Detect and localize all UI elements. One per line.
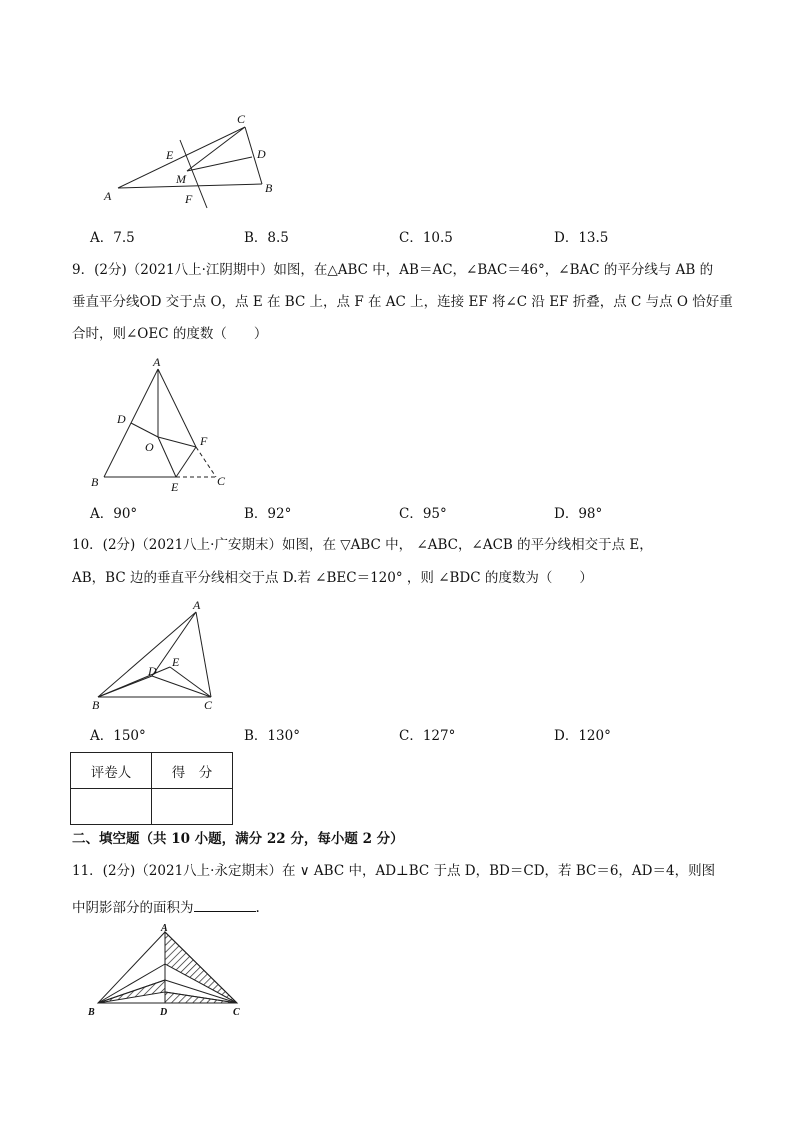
q10-text-line1: 10．(2分)（2021八上·广安期末）如图，在 ▽ABC 中， ∠ABC，∠ACB 的平分线相交于点 E，: [72, 537, 653, 553]
q10-option-a[interactable]: A．150°: [90, 728, 146, 744]
q10-figure: [85, 596, 225, 716]
section-title: 二、填空题（共 10 小题，满分 22 分，每小题 2 分）: [72, 831, 404, 847]
q10-label-d: D: [148, 664, 157, 678]
q8-option-c[interactable]: C．10.5: [399, 230, 453, 246]
q8-seg-ab: [118, 184, 262, 188]
score-table-header-score: 得 分: [152, 753, 233, 789]
q11-answer-blank[interactable]: [194, 897, 256, 912]
q10-seg-ac: [196, 612, 211, 697]
q11-label-b: B: [88, 1007, 95, 1018]
q9-label-f: F: [200, 434, 208, 448]
q10-label-e: E: [172, 655, 180, 669]
q9-option-a[interactable]: A．90°: [90, 506, 138, 522]
q9-label-d: D: [117, 412, 126, 426]
q9-label-b: B: [91, 475, 99, 489]
q9-seg-oe: [158, 437, 176, 477]
q9-seg-do: [131, 423, 158, 437]
q9-seg-ef: [176, 447, 196, 477]
q8-label-e: E: [166, 148, 174, 162]
score-table-grader-cell[interactable]: [71, 789, 152, 825]
q10-option-c[interactable]: C．127°: [399, 728, 456, 744]
q10-seg-ab: [98, 612, 196, 697]
q11-label-a: A: [161, 923, 168, 934]
q9-option-d[interactable]: D．98°: [554, 506, 603, 522]
q8-label-f: F: [185, 192, 193, 206]
q8-label-b: B: [265, 181, 273, 195]
q10-label-a: A: [193, 598, 201, 612]
q9-text-line1: 9．(2分)（2021八上·江阴期中）如图，在△ABC 中，AB＝AC，∠BAC＝46°，∠BAC 的平分线与 AB 的: [72, 262, 714, 278]
score-table-header-grader: 评卷人: [71, 753, 152, 789]
q11-label-c: C: [233, 1007, 240, 1018]
q10-label-c: C: [204, 698, 213, 712]
q8-label-c: C: [237, 112, 246, 126]
q9-seg-of: [158, 437, 196, 447]
q9-option-c[interactable]: C．95°: [399, 506, 447, 522]
q8-label-a: A: [104, 189, 112, 203]
q9-figure: [85, 355, 235, 495]
q10-label-b: B: [92, 698, 100, 712]
q10-option-b[interactable]: B．130°: [244, 728, 300, 744]
q8-option-d[interactable]: D．13.5: [554, 230, 609, 246]
q8-option-a[interactable]: A．7.5: [90, 230, 135, 246]
q10-seg-be: [98, 667, 170, 697]
q10-seg-ec: [170, 667, 211, 697]
q9-seg-fc-dashed: [196, 447, 216, 477]
score-table-score-cell[interactable]: [152, 789, 233, 825]
q8-label-m: M: [176, 172, 186, 186]
q11-text-suffix: .: [255, 900, 260, 916]
q9-label-a: A: [153, 355, 161, 369]
q9-label-e: E: [171, 480, 179, 494]
q8-label-d: D: [257, 147, 266, 161]
q11-text-line2: [72, 897, 260, 917]
score-table: [70, 752, 233, 825]
q9-label-o: O: [145, 440, 154, 454]
q8-option-b[interactable]: B．8.5: [244, 230, 289, 246]
q11-text-line1: 11．(2分)（2021八上·永定期末）在 ∨ ABC 中，AD⊥BC 于点 D，BD＝CD，若 BC＝6，AD＝4，则图: [72, 863, 716, 879]
q11-figure: [85, 920, 250, 1020]
q9-seg-ac: [158, 369, 196, 447]
q8-figure: [100, 108, 290, 213]
q9-text-line2: 垂直平分线OD 交于点 O，点 E 在 BC 上，点 F 在 AC 上，连接 EF 将∠C 沿 EF 折叠，点 C 与点 O 恰好重: [72, 294, 733, 310]
q10-text-line2: AB，BC 边的垂直平分线相交于点 D.若 ∠BEC＝120° ，则 ∠BDC 的度数为（ ）: [72, 570, 593, 586]
q11-label-d: D: [160, 1007, 168, 1018]
q11-text-prefix: 中阴影部分的面积为: [72, 900, 194, 916]
q10-option-d[interactable]: D．120°: [554, 728, 611, 744]
q9-text-line3: 合时，则∠OEC 的度数（ ）: [72, 326, 268, 342]
q9-option-b[interactable]: B．92°: [244, 506, 292, 522]
q9-label-c: C: [217, 474, 226, 488]
q10-seg-dc: [152, 676, 211, 697]
